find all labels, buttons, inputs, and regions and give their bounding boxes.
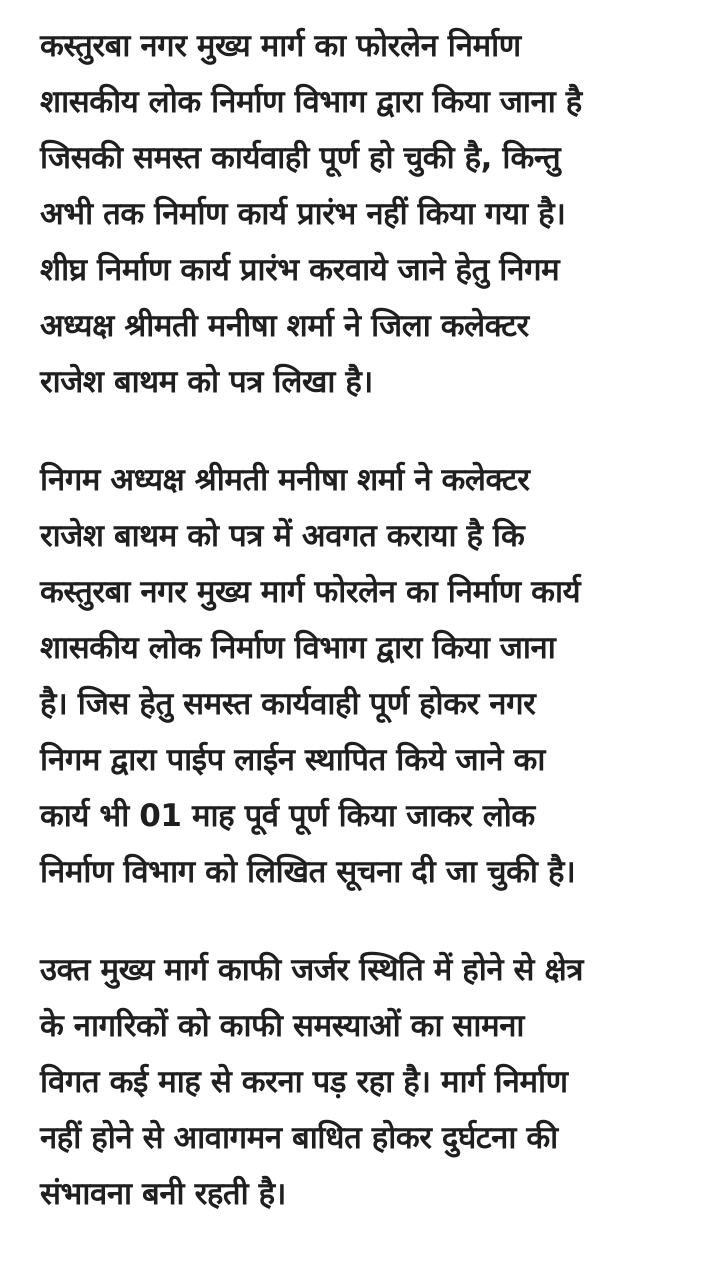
paragraph-2 xyxy=(40,452,690,900)
text-line: संभावना बनी रहती है। xyxy=(40,1176,287,1212)
text-line: अभी तक निर्माण कार्य प्रारंभ नहीं किया गया है। xyxy=(40,196,566,232)
text-line: कस्तुरबा नगर मुख्य मार्ग फोरलेन का निर्माण कार्य xyxy=(40,574,581,610)
text-line: नहीं होने से आवागमन बाधित होकर दुर्घटना की xyxy=(40,1120,558,1156)
text-line: निगम द्वारा पाईप लाईन स्थापित किये जाने का xyxy=(40,742,545,778)
paragraph-3 xyxy=(40,942,690,1222)
text-line: निगम अध्यक्ष श्रीमती मनीषा शर्मा ने कलेक्टर xyxy=(40,462,530,498)
text-line: राजेश बाथम को पत्र में अवगत कराया है कि xyxy=(40,518,525,554)
text-line: अध्यक्ष श्रीमती मनीषा शर्मा ने जिला कलेक्टर xyxy=(40,308,529,344)
text-line: राजेश बाथम को पत्र लिखा है। xyxy=(40,364,373,400)
text-line: शासकीय लोक निर्माण विभाग द्वारा किया जाना xyxy=(40,630,556,666)
text-line: निर्माण विभाग को लिखित सूचना दी जा चुकी है। xyxy=(40,854,576,890)
paragraph-spacer xyxy=(40,900,690,942)
text-line: उक्त मुख्य मार्ग काफी जर्जर स्थिति में होने से क्षेत्र xyxy=(40,952,584,988)
paragraph-1 xyxy=(40,18,690,410)
text-line: विगत कई माह से करना पड़ रहा है। मार्ग निर्माण xyxy=(40,1064,568,1100)
text-line: कस्तुरबा नगर मुख्य मार्ग का फोरलेन निर्माण xyxy=(40,28,521,64)
text-line: कार्य भी 01 माह पूर्व पूर्ण किया जाकर लोक xyxy=(40,798,535,834)
text-line: शासकीय लोक निर्माण विभाग द्वारा किया जाना है xyxy=(40,84,582,120)
text-line: शीघ्र निर्माण कार्य प्रारंभ करवाये जाने हेतु निगम xyxy=(40,252,560,288)
paragraph-spacer xyxy=(40,410,690,452)
text-line: है। जिस हेतु समस्त कार्यवाही पूर्ण होकर नगर xyxy=(40,686,536,722)
text-line: के नागरिकों को काफी समस्याओं का सामना xyxy=(40,1008,525,1044)
article-body xyxy=(40,18,690,1222)
text-line: जिसकी समस्त कार्यवाही पूर्ण हो चुकी है, किन्तु xyxy=(40,140,561,176)
